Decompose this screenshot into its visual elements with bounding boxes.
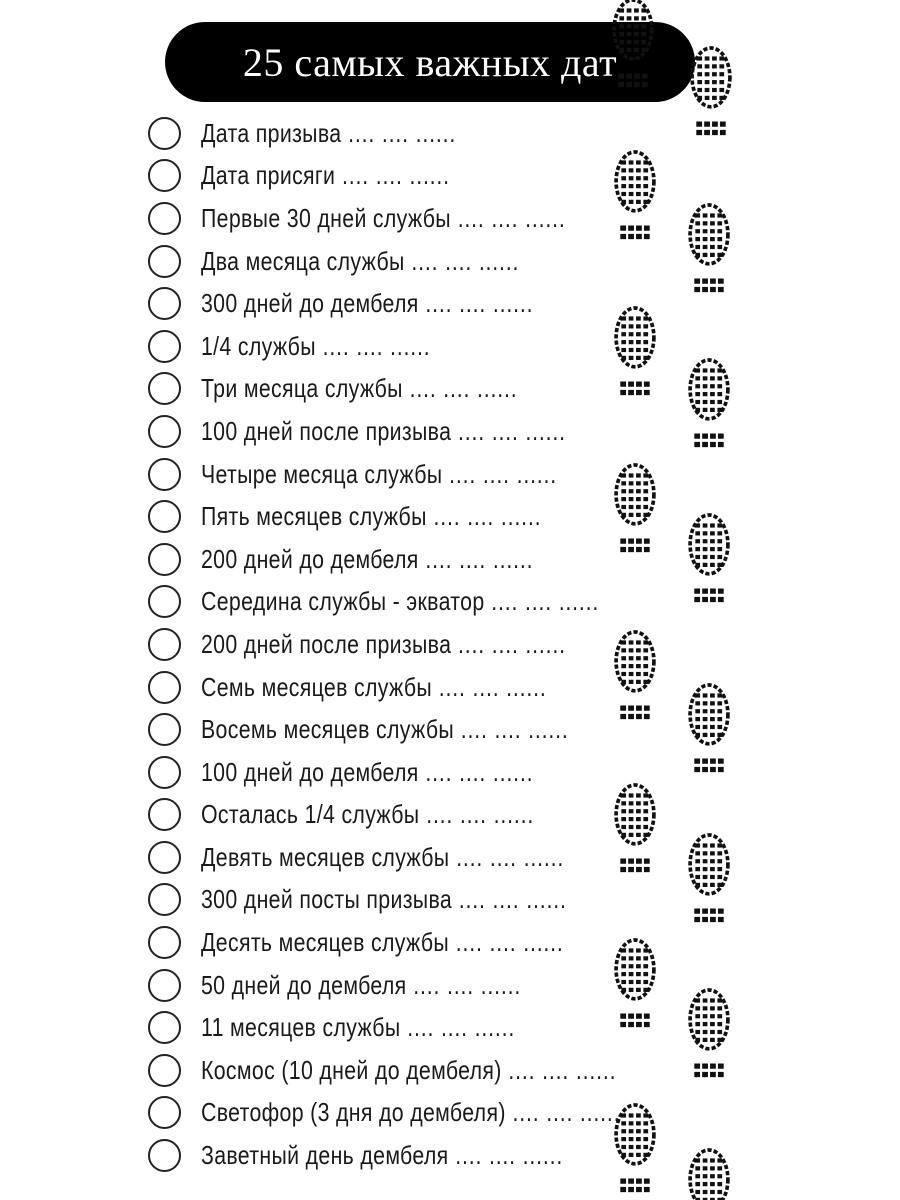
fill-dots: .... .... ...... — [451, 628, 566, 659]
list-item-label: Девять месяцев службы .... .... ...... — [201, 841, 565, 872]
list-item-label: 200 дней до дембеля .... .... ...... — [201, 543, 534, 574]
list-item-label: Космос (10 дней до дембеля) .... .... ...... — [201, 1054, 617, 1085]
fill-dots: .... .... ...... — [402, 373, 518, 404]
list-item-label: Первые 30 дней службы .... .... ...... — [201, 202, 566, 233]
fill-dots: .... .... ...... — [404, 245, 520, 276]
checkbox-circle[interactable] — [148, 628, 181, 661]
checkbox-circle[interactable] — [148, 117, 181, 150]
list-item[interactable] — [148, 155, 638, 198]
checkbox-circle[interactable] — [148, 372, 181, 405]
checkbox-circle[interactable] — [148, 287, 181, 320]
list-item[interactable] — [148, 879, 638, 922]
list-item-label: 1/4 службы .... .... ...... — [201, 330, 431, 361]
fill-dots: .... .... ...... — [449, 841, 565, 872]
checkbox-circle[interactable] — [148, 841, 181, 874]
list-item[interactable] — [148, 581, 638, 624]
list-item[interactable] — [148, 197, 638, 240]
checkbox-circle[interactable] — [148, 330, 181, 363]
list-item[interactable] — [148, 666, 638, 709]
list-item-label: 300 дней до дембеля .... .... ...... — [201, 288, 534, 319]
boot-print-icon — [690, 515, 728, 602]
checkbox-circle[interactable] — [148, 543, 181, 576]
fill-dots: .... .... ...... — [432, 671, 547, 702]
fill-dots: .... .... ...... — [341, 117, 457, 148]
boot-print-icon — [692, 48, 730, 135]
boot-print-icon — [690, 685, 728, 772]
list-item-label: Три месяца службы .... .... ...... — [201, 373, 518, 404]
checkbox-circle[interactable] — [148, 1011, 181, 1044]
checkbox-circle[interactable] — [148, 159, 181, 192]
fill-dots: .... .... ...... — [452, 884, 567, 915]
list-item-label: 100 дней после призыва .... .... ...... — [201, 415, 566, 446]
list-item-label: 50 дней до дембеля .... .... ...... — [201, 969, 522, 1000]
list-item-label: 300 дней посты призыва .... .... ...... — [201, 884, 567, 915]
list-item[interactable] — [148, 1049, 638, 1092]
checkbox-circle[interactable] — [148, 798, 181, 831]
list-item-label: Два месяца службы .... .... ...... — [201, 245, 520, 276]
list-item[interactable] — [148, 1006, 638, 1049]
list-item-label: Восемь месяцев службы .... .... ...... — [201, 714, 569, 745]
fill-dots: .... .... ...... — [505, 1097, 621, 1128]
checkbox-circle[interactable] — [148, 969, 181, 1002]
list-item-label: Дата присяги .... .... ...... — [201, 160, 450, 191]
checkbox-circle[interactable] — [148, 585, 181, 618]
fill-dots: .... .... ...... — [448, 1140, 564, 1171]
list-item[interactable] — [148, 708, 638, 751]
boot-print-icon — [690, 360, 728, 447]
list-item[interactable] — [148, 921, 638, 964]
list-item-label: Десять месяцев службы .... .... ...... — [201, 927, 564, 958]
list-item[interactable] — [148, 538, 638, 581]
fill-dots: .... .... ...... — [419, 799, 535, 830]
list-item[interactable] — [148, 240, 638, 283]
list-item[interactable] — [148, 368, 638, 411]
checkbox-circle[interactable] — [148, 883, 181, 916]
list-item[interactable] — [148, 794, 638, 837]
fill-dots: .... .... ...... — [454, 714, 569, 745]
boot-print-icon — [690, 205, 728, 292]
fill-dots: .... .... ...... — [449, 927, 564, 958]
list-item[interactable] — [148, 410, 638, 453]
list-item[interactable] — [148, 1134, 638, 1177]
fill-dots: .... .... ...... — [426, 501, 542, 532]
fill-dots: .... .... ...... — [450, 202, 566, 233]
fill-dots: .... .... ...... — [418, 756, 534, 787]
fill-dots: .... .... ...... — [451, 415, 566, 446]
list-item-label: 11 месяцев службы .... .... ...... — [201, 1012, 516, 1043]
fill-dots: .... .... ...... — [418, 288, 534, 319]
list-item[interactable] — [148, 623, 638, 666]
list-item-label: 200 дней после призыва .... .... ...... — [201, 628, 566, 659]
list-item[interactable] — [148, 964, 638, 1007]
list-item[interactable] — [148, 282, 638, 325]
fill-dots: .... .... ...... — [418, 543, 534, 574]
title-banner — [165, 22, 695, 102]
checkbox-circle[interactable] — [148, 245, 181, 278]
fill-dots: .... .... ...... — [484, 586, 600, 617]
fill-dots: .... .... ...... — [400, 1012, 516, 1043]
list-item-label: 100 дней до дембеля .... .... ...... — [201, 756, 534, 787]
list-item-label: Середина службы - экватор .... .... ...... — [201, 586, 600, 617]
list-item[interactable] — [148, 1092, 638, 1135]
list-item-label: Заветный день дембеля .... .... ...... — [201, 1140, 564, 1171]
fill-dots: .... .... ...... — [442, 458, 558, 489]
list-item[interactable] — [148, 751, 638, 794]
list-item-label: Семь месяцев службы .... .... ...... — [201, 671, 547, 702]
fill-dots: .... .... ...... — [335, 160, 450, 191]
boot-print-icon — [690, 1150, 728, 1200]
fill-dots: .... .... ...... — [406, 969, 522, 1000]
checkbox-circle[interactable] — [148, 415, 181, 448]
list-item[interactable] — [148, 836, 638, 879]
fill-dots: .... .... ...... — [501, 1054, 617, 1085]
boot-print-icon — [690, 835, 728, 922]
checkbox-circle[interactable] — [148, 926, 181, 959]
checkbox-circle[interactable] — [148, 713, 181, 746]
list-item-label: Четыре месяца службы .... .... ...... — [201, 458, 558, 489]
checkbox-circle[interactable] — [148, 1096, 181, 1129]
checkbox-circle[interactable] — [148, 756, 181, 789]
checkbox-circle[interactable] — [148, 202, 181, 235]
list-item[interactable] — [148, 495, 638, 538]
list-item[interactable] — [148, 453, 638, 496]
checkbox-circle[interactable] — [148, 1054, 181, 1087]
checkbox-circle[interactable] — [148, 1139, 181, 1172]
dates-checklist — [148, 112, 638, 1177]
checkbox-circle[interactable] — [148, 500, 181, 533]
list-item-label: Осталась 1/4 службы .... .... ...... — [201, 799, 535, 830]
page-title: 25 самых важных дат — [242, 39, 618, 85]
checkbox-circle[interactable] — [148, 458, 181, 491]
fill-dots: .... .... ...... — [315, 330, 431, 361]
list-item[interactable] — [148, 325, 638, 368]
checkbox-circle[interactable] — [148, 671, 181, 704]
list-item-label: Светофор (3 дня до дембеля) .... .... ...... — [201, 1097, 621, 1128]
list-item-label: Дата призыва .... .... ...... — [201, 117, 457, 148]
boot-print-icon — [690, 990, 728, 1077]
list-item-label: Пять месяцев службы .... .... ...... — [201, 501, 542, 532]
list-item[interactable] — [148, 112, 638, 155]
